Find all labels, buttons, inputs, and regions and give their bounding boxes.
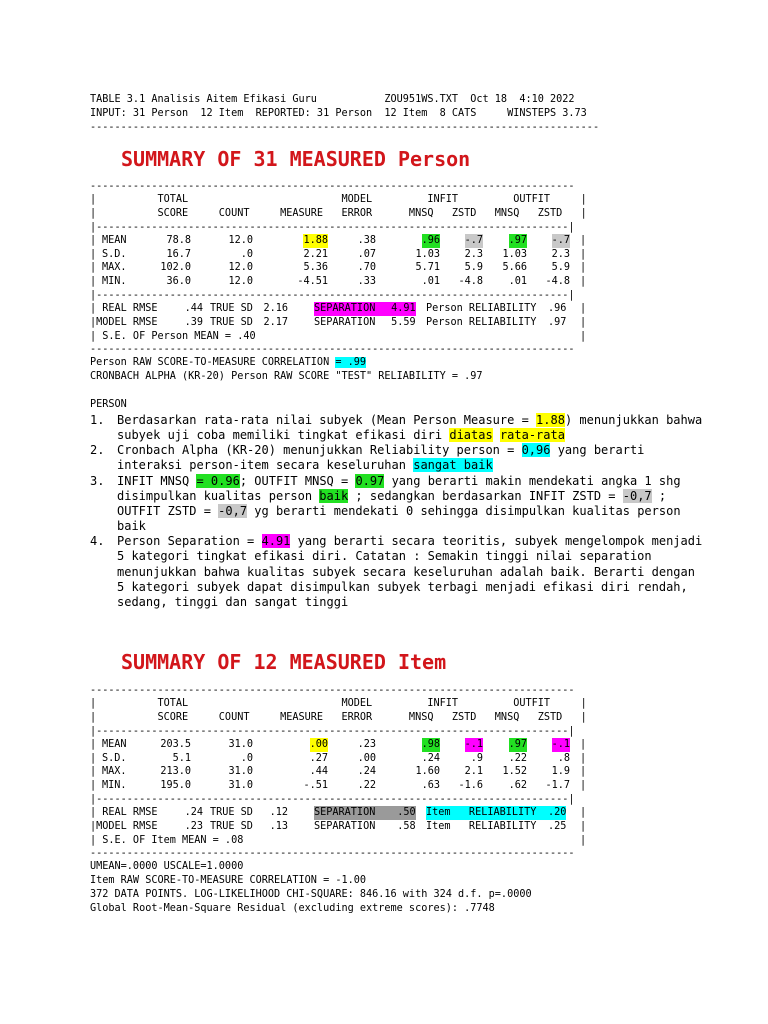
person-reliability-value: .96	[548, 303, 567, 314]
item-error-cell: .24	[357, 766, 376, 778]
person-row-label: S.D.	[102, 248, 127, 260]
note-4-line-3-segment: menunjukkan bahwa kualitas subyek secara keseluruhan adalah baik. Berarti dengan	[117, 565, 695, 579]
person-score-cell: 78.8	[166, 235, 191, 246]
person-row-bar-right: |	[580, 262, 587, 274]
person-count-cell: 12.0	[228, 275, 253, 287]
note-4-line-3	[117, 565, 695, 580]
note-2-line-2	[117, 458, 687, 473]
person-true-sd-label: TRUE SD	[210, 317, 253, 328]
note-3-line-2-segment: ; sedangkan berdasarkan INFIT ZSTD =	[348, 489, 623, 503]
person-rmse-label: |MODEL RMSE	[90, 317, 158, 328]
person-table-head-2: | SCORE COUNT MEASURE ERROR MNSQ ZSTD MNSQ ZSTD |	[90, 208, 587, 219]
table-header-line-2: INPUT: 31 Person 12 Item REPORTED: 31 Person 12 Item 8 CATS WINSTEPS 3.73	[90, 108, 587, 119]
item-reliability	[426, 820, 566, 834]
note-2-line-1	[117, 443, 687, 458]
item-table-head-1: | TOTAL MODEL INFIT OUTFIT |	[90, 698, 587, 709]
item-error-cell: .23	[357, 739, 376, 750]
item-rmse-bar-right: |	[580, 821, 587, 832]
person-infit-zstd-cell: -.7	[464, 235, 483, 246]
item-row-bar-right: |	[580, 779, 587, 791]
item-separation-label: SEPARATION	[314, 821, 376, 832]
item-summary-title: SUMMARY OF 12 MEASURED Item	[121, 650, 447, 674]
note-number: 3.	[90, 474, 105, 488]
person-reliability-label: Person RELIABILITY	[426, 317, 537, 328]
note-3-line-1-segment: yang berarti makin mendekati angka 1 shg	[384, 474, 681, 488]
note-1-line-2-segment: diatas	[449, 428, 493, 442]
item-count-cell: 31.0	[228, 739, 253, 750]
person-table-rule-top: -------------------------------------------------------------------------------	[90, 181, 575, 192]
note-3-line-1	[117, 474, 687, 489]
item-table-rule-bottom: -------------------------------------------------------------------------------	[90, 848, 575, 859]
item-true-sd-label: TRUE SD	[210, 807, 253, 818]
note-3-line-2-segment: disimpulkan kualitas person	[117, 489, 320, 503]
item-outfit-mnsq-cell: .97	[508, 739, 527, 750]
item-measure-cell: .00	[309, 739, 328, 750]
item-infit-mnsq-cell: .24	[421, 752, 440, 764]
person-infit-mnsq-cell: .01	[421, 275, 440, 287]
person-outfit-mnsq-cell: 5.66	[502, 262, 527, 274]
note-1-line-2-segment: subyek uji coba memiliki tingkat efikasi diri	[117, 428, 450, 442]
person-outfit-zstd-cell: 5.9	[551, 262, 570, 274]
note-4-line-1	[117, 534, 703, 549]
item-reliability-label: Item RELIABILITY	[426, 807, 537, 818]
item-separation-value: .50	[397, 807, 416, 818]
person-separation-label: SEPARATION	[314, 317, 376, 328]
person-row-label: MAX.	[102, 262, 127, 274]
item-separation	[314, 806, 416, 820]
note-3-line-2-segment: -0,7	[622, 489, 652, 503]
item-row-bar-right: |	[580, 752, 587, 764]
person-error-cell: .70	[357, 262, 376, 274]
item-score-cell: 213.0	[160, 766, 191, 778]
item-rmse-label: | REAL RMSE	[90, 807, 158, 818]
item-se-bar: |	[580, 835, 587, 846]
item-separation	[314, 820, 416, 834]
person-error-cell: .38	[357, 235, 376, 246]
note-1-line-2-segment	[493, 428, 500, 442]
person-table-rule-mid: |-----------------------------------------------------------------------------|	[90, 222, 575, 233]
item-row-bar-left: |	[90, 779, 97, 791]
note-4-line-5	[117, 595, 687, 610]
person-measure-cell: 2.21	[303, 248, 328, 260]
person-row-label: MIN.	[102, 275, 127, 287]
person-cronbach-line: CRONBACH ALPHA (KR-20) Person RAW SCORE "TEST" RELIABILITY = .97	[90, 371, 483, 382]
item-count-cell: 31.0	[228, 766, 253, 778]
person-table-rule-mid-2: |-----------------------------------------------------------------------------|	[90, 290, 575, 301]
item-infit-zstd-cell: 2.1	[464, 766, 483, 778]
item-reliability-value: .20	[548, 807, 567, 818]
item-table-rule-mid: |-----------------------------------------------------------------------------|	[90, 726, 575, 737]
note-number: 4.	[90, 534, 105, 548]
note-3-line-3-segment: yg berarti mendekati 0 sehingga disimpulkan kualitas person	[247, 504, 681, 518]
item-footer-umean: UMEAN=.0000 USCALE=1.0000	[90, 861, 244, 872]
person-row-bar-right: |	[580, 248, 587, 260]
item-error-cell: .00	[357, 752, 376, 764]
person-separation	[314, 316, 416, 330]
person-rmse-label: | REAL RMSE	[90, 303, 158, 314]
person-separation-value: 5.59	[391, 317, 416, 328]
item-score-cell: 5.1	[172, 752, 191, 764]
note-3-line-2-segment: baik	[319, 489, 349, 503]
person-separation-label: SEPARATION	[314, 303, 376, 314]
item-se-line: | S.E. OF Item MEAN = .08	[90, 835, 244, 846]
item-score-cell: 195.0	[160, 779, 191, 791]
note-3-line-2	[117, 489, 687, 504]
note-3-line-1-segment: = 0.96	[196, 474, 240, 488]
person-infit-mnsq-cell: 5.71	[415, 262, 440, 274]
note-3-line-1-segment: INFIT MNSQ	[117, 474, 197, 488]
person-error-cell: .33	[357, 275, 376, 287]
item-row-label: MEAN	[102, 739, 127, 750]
item-score-cell: 203.5	[160, 739, 191, 750]
item-rmse-label: |MODEL RMSE	[90, 821, 158, 832]
item-infit-zstd-cell: .9	[470, 752, 483, 764]
item-outfit-zstd-cell: .8	[557, 752, 570, 764]
note-3-line-3	[117, 504, 687, 519]
note-4-line-2-segment: 5 kategori tingkat efikasi diri. Catatan : Semakin tinggi nilai separation	[117, 549, 652, 563]
person-row-bar-right: |	[580, 235, 587, 246]
item-count-cell: .0	[240, 752, 253, 764]
person-outfit-mnsq-cell: .01	[508, 275, 527, 287]
item-rmse-value: .23	[184, 821, 203, 832]
note-2-line-1-segment: yang berarti	[550, 443, 645, 457]
person-rmse-value: .39	[184, 317, 203, 328]
person-row-bar-left: |	[90, 262, 97, 274]
item-footer-correlation: Item RAW SCORE-TO-MEASURE CORRELATION = -1.00	[90, 875, 367, 886]
note-3-line-4	[117, 519, 687, 534]
item-separation-label: SEPARATION	[314, 807, 376, 818]
person-measure-cell: -4.51	[297, 275, 328, 287]
note-3-line-1-segment: ; OUTFIT MNSQ =	[239, 474, 356, 488]
note-4-line-1-segment: Person Separation =	[117, 534, 262, 548]
note-3-line-3-segment: -0,7	[218, 504, 248, 518]
person-row-bar-left: |	[90, 248, 97, 260]
person-row-bar-left: |	[90, 275, 97, 287]
note-number: 2.	[90, 443, 105, 457]
person-infit-zstd-cell: 5.9	[464, 262, 483, 274]
item-reliability-label: Item RELIABILITY	[426, 821, 537, 832]
item-row-label: MAX.	[102, 766, 127, 778]
item-outfit-zstd-cell: -.1	[551, 739, 570, 750]
person-infit-zstd-cell: 2.3	[464, 248, 483, 260]
person-count-cell: 12.0	[228, 235, 253, 246]
person-correlation-text: Person RAW SCORE-TO-MEASURE CORRELATION	[90, 357, 336, 368]
person-rmse-bar-right: |	[580, 317, 587, 328]
person-outfit-mnsq-cell: 1.03	[502, 248, 527, 260]
note-3-line-3-segment: OUTFIT ZSTD =	[117, 504, 219, 518]
item-table-head-2: | SCORE COUNT MEASURE ERROR MNSQ ZSTD MNSQ ZSTD |	[90, 712, 587, 723]
note-1-line-2	[117, 428, 687, 443]
item-row-bar-left: |	[90, 752, 97, 764]
note-4-line-4-segment: 5 kategori subyek dapat disimpulkan subyek terbagi menjadi efikasi diri rendah,	[117, 580, 688, 594]
person-measure-cell: 1.88	[303, 235, 328, 246]
item-true-sd-label: TRUE SD	[210, 821, 253, 832]
person-reliability	[426, 302, 566, 316]
note-2-line-1-segment: 0,96	[521, 443, 551, 457]
item-count-cell: 31.0	[228, 779, 253, 791]
person-row-bar-right: |	[580, 275, 587, 287]
item-true-sd-value: .12	[269, 807, 288, 818]
person-se-line: | S.E. OF Person MEAN = .40	[90, 331, 256, 342]
header-rule: -----------------------------------------------------------------------------------	[90, 122, 600, 133]
person-infit-mnsq-cell: 1.03	[415, 248, 440, 260]
note-2-line-2-segment: interaksi person-item secara keseluruhan	[117, 458, 414, 472]
item-measure-cell: .44	[309, 766, 328, 778]
person-table-rule-bottom: -------------------------------------------------------------------------------	[90, 344, 575, 355]
item-infit-zstd-cell: -1.6	[458, 779, 483, 791]
item-row-label: MIN.	[102, 779, 127, 791]
item-reliability	[426, 806, 566, 820]
person-row-bar-left: |	[90, 235, 97, 246]
item-row-label: S.D.	[102, 752, 127, 764]
person-true-sd-value: 2.17	[263, 317, 288, 328]
person-table-head-1: | TOTAL MODEL INFIT OUTFIT |	[90, 194, 587, 205]
note-4-line-5-segment: sedang, tinggi dan sangat tinggi	[117, 595, 349, 609]
note-4-line-1-segment: yang berarti secara teoritis, subyek mengelompok menjadi	[290, 534, 703, 548]
item-table-rule-mid-2: |-----------------------------------------------------------------------------|	[90, 794, 575, 805]
person-infit-mnsq-cell: .96	[421, 235, 440, 246]
note-number: 1.	[90, 413, 105, 427]
note-3-line-4-segment: baik	[117, 519, 146, 533]
person-summary-title: SUMMARY OF 31 MEASURED Person	[121, 147, 471, 171]
person-score-cell: 102.0	[160, 262, 191, 274]
table-header-line-1: TABLE 3.1 Analisis Aitem Efikasi Guru ZOU951WS.TXT Oct 18 4:10 2022	[90, 94, 575, 105]
person-outfit-zstd-cell: -4.8	[545, 275, 570, 287]
item-outfit-zstd-cell: -1.7	[545, 779, 570, 791]
person-count-cell: .0	[240, 248, 253, 260]
item-row-bar-right: |	[580, 766, 587, 778]
item-footer-rmsr: Global Root-Mean-Square Residual (excluding extreme scores): .7748	[90, 903, 495, 914]
item-outfit-mnsq-cell: 1.52	[502, 766, 527, 778]
person-true-sd-label: TRUE SD	[210, 303, 253, 314]
item-true-sd-value: .13	[269, 821, 288, 832]
item-outfit-mnsq-cell: .22	[508, 752, 527, 764]
item-row-bar-left: |	[90, 766, 97, 778]
person-rmse-bar-right: |	[580, 303, 587, 314]
person-notes-heading: PERSON	[90, 399, 127, 410]
item-row-bar-right: |	[580, 739, 587, 750]
person-score-cell: 36.0	[166, 275, 191, 287]
item-outfit-zstd-cell: 1.9	[551, 766, 570, 778]
person-reliability-label: Person RELIABILITY	[426, 303, 537, 314]
person-correlation-line	[90, 356, 366, 370]
person-rmse-value: .44	[184, 303, 203, 314]
person-infit-zstd-cell: -4.8	[458, 275, 483, 287]
note-4-line-1-segment: 4.91	[261, 534, 291, 548]
person-true-sd-value: 2.16	[263, 303, 288, 314]
item-reliability-value: .25	[548, 821, 567, 832]
person-outfit-mnsq-cell: .97	[508, 235, 527, 246]
person-count-cell: 12.0	[228, 262, 253, 274]
note-1-line-1	[117, 413, 703, 428]
note-4-line-2	[117, 549, 687, 564]
person-score-cell: 16.7	[166, 248, 191, 260]
note-1-line-1-segment: 1.88	[536, 413, 565, 427]
item-infit-zstd-cell: -.1	[464, 739, 483, 750]
item-row-bar-left: |	[90, 739, 97, 750]
person-row-label: MEAN	[102, 235, 127, 246]
note-1-line-1-segment: Berdasarkan rata-rata nilai subyek (Mean Person Measure =	[117, 413, 537, 427]
item-footer-chi-square: 372 DATA POINTS. LOG-LIKELIHOOD CHI-SQUARE: 846.16 with 324 d.f. p=.0000	[90, 889, 532, 900]
person-outfit-zstd-cell: 2.3	[551, 248, 570, 260]
note-2-line-1-segment: Cronbach Alpha (KR-20) menunjukkan Reliability person =	[117, 443, 522, 457]
person-measure-cell: 5.36	[303, 262, 328, 274]
person-se-bar: |	[580, 331, 587, 342]
person-reliability	[426, 316, 566, 330]
item-measure-cell: -.51	[303, 779, 328, 791]
person-reliability-value: .97	[548, 317, 567, 328]
item-outfit-mnsq-cell: .62	[508, 779, 527, 791]
note-1-line-1-segment: ) menunjukkan bahwa	[564, 413, 703, 427]
item-infit-mnsq-cell: .98	[421, 739, 440, 750]
item-table-rule-top: -------------------------------------------------------------------------------	[90, 685, 575, 696]
person-separation-value: 4.91	[391, 303, 416, 314]
item-separation-value: .58	[397, 821, 416, 832]
item-error-cell: .22	[357, 779, 376, 791]
item-rmse-value: .24	[184, 807, 203, 818]
person-outfit-zstd-cell: -.7	[551, 235, 570, 246]
person-correlation-value: = .99	[335, 357, 367, 368]
item-measure-cell: .27	[309, 752, 328, 764]
item-infit-mnsq-cell: 1.60	[415, 766, 440, 778]
person-separation	[314, 302, 416, 316]
note-3-line-1-segment: 0.97	[355, 474, 385, 488]
note-3-line-2-segment: ;	[651, 489, 667, 503]
note-2-line-2-segment: sangat baik	[413, 458, 493, 472]
note-4-line-4	[117, 580, 687, 595]
item-infit-mnsq-cell: .63	[421, 779, 440, 791]
note-1-line-2-segment: rata-rata	[499, 428, 565, 442]
person-error-cell: .07	[357, 248, 376, 260]
item-rmse-bar-right: |	[580, 807, 587, 818]
